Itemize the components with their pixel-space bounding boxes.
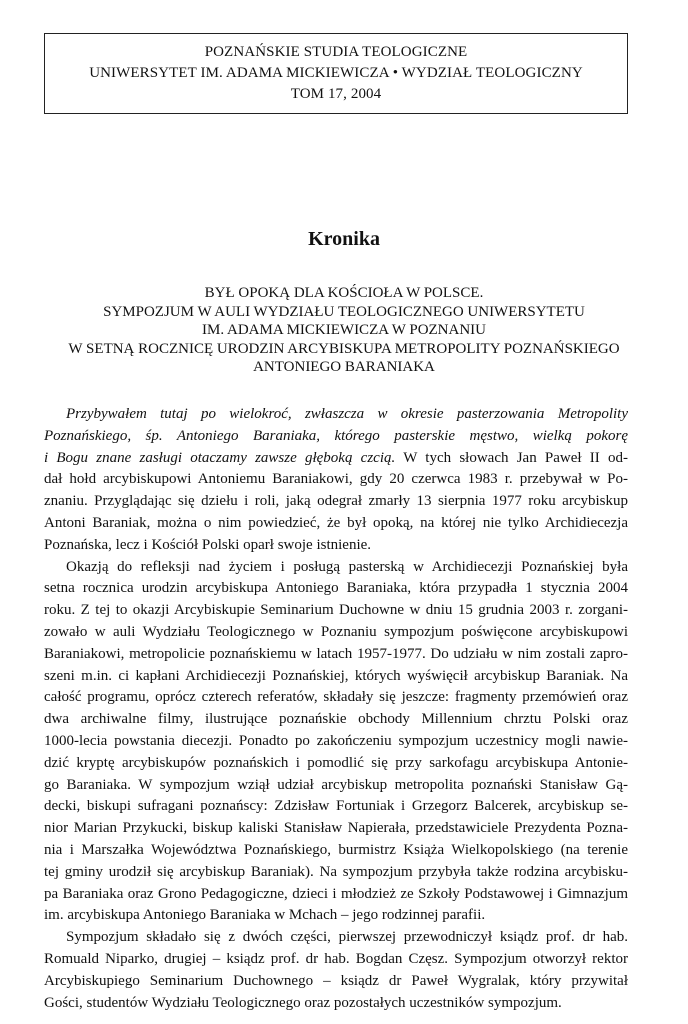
- quote-text: Przybywałem tutaj po wielokroć, zwłaszcza w okresie pasterzowania Metropolity: [66, 406, 628, 422]
- article-title-line: ANTONIEGO BARANIAKA: [253, 359, 435, 375]
- article-title-line: W SETNĄ ROCZNICĘ URODZIN ARCYBISKUPA METROPOLITY POZNAŃSKIEGO: [68, 340, 620, 357]
- text-line: [44, 404, 628, 426]
- body-text: dał hołd arcybiskupowi Antoniemu Baraniakowi, gdy 20 czerwca 1983 r. przebywał w Po-: [44, 471, 628, 488]
- text-line: [44, 796, 628, 818]
- text-line: [44, 905, 628, 927]
- body-text: Gości, studentów Wydziału Teologicznego oraz pozostałych uczestników sympozjum.: [44, 994, 562, 1011]
- text-line: [44, 687, 628, 709]
- body-text: szeni m.in. ci kapłani Archidiecezji Poznańskiej, których wyświęcił arcybiskup Baraniak. Na: [44, 667, 628, 684]
- text-line: [44, 513, 628, 535]
- text-line: [44, 753, 628, 775]
- body-text: 1000-lecia powstania diecezji. Ponadto po zakończeniu sympozjum uczestnicy mogli nawie-: [44, 732, 628, 749]
- paragraph: [44, 404, 628, 557]
- text-line: [44, 927, 628, 949]
- body-text: setna rocznica urodzin arcybiskupa Antoniego Baraniaka, która przypadła 1 stycznia 2004: [44, 580, 628, 597]
- paragraph: [44, 927, 628, 1014]
- body-text: nior Marian Przykucki, biskup kaliski Stanisław Napierała, przedstawiciele Prezydenta Pozna-: [44, 820, 628, 837]
- text-line: [44, 884, 628, 906]
- body-text: pa Baraniaka oraz Grono Pedagogiczne, dzieci i młodzież ze Szkoły Podstawowej i Gimnazjum: [44, 885, 628, 902]
- article-title-line: IM. ADAMA MICKIEWICZA W POZNANIU: [201, 322, 487, 338]
- body-text: W tych słowach Jan Paweł II od-: [395, 449, 629, 466]
- text-line: [44, 557, 628, 579]
- text-line: [44, 491, 628, 513]
- journal-name: POZNAŃSKIE STUDIA TEOLOGICZNE: [204, 44, 468, 60]
- body-text: im. arcybiskupa Antoniego Baraniaka w Mchach – jego rodzinnej parafii.: [44, 907, 486, 924]
- body-text: Romuald Niparko, drugiej – ksiądz prof. dr hab. Bogdan Częsz. Sympozjum otworzył rektor: [44, 950, 628, 967]
- body-text: znaniu. Przyglądając się dziełu i roli, jaką odegrał zmarły 13 sierpnia 1977 roku arcybiskup: [44, 493, 628, 510]
- body-text: tej gminy urodził się arcybiskup Baraniak). Na sympozjum przybyła także rodzina arcybisku-: [44, 863, 628, 880]
- body-text: Okazją do refleksji nad życiem i posługą pasterską w Archidiecezji Poznańskiej była: [66, 558, 628, 575]
- text-line: [44, 622, 628, 644]
- text-line: [44, 469, 628, 491]
- text-line: [44, 993, 628, 1015]
- text-line: [44, 578, 628, 600]
- quote-text: Poznańskiego, śp. Antoniego Baraniaka, którego pasterskie męstwo, wielką pokorę: [44, 427, 628, 444]
- body-text: Baraniakowi, metropolicie poznańskiemu w latach 1957-1977. Do udziału w nim zostali zapro-: [44, 645, 628, 662]
- body-text: dzić kryptę arcybiskupów poznańskich i pomodlić się przy sarkofagu arcybiskupa Antonie-: [44, 754, 628, 771]
- quote-text: i Bogu znane zasługi otaczamy zawsze głęboką czcią.: [44, 449, 396, 466]
- body-text: zowało w auli Wydziału Teologicznego w Poznaniu sympozjum poświęcone arcybiskupowi: [44, 623, 628, 640]
- journal-header-box: [44, 33, 628, 114]
- paragraph: [44, 557, 628, 928]
- text-line: [44, 731, 628, 753]
- body-text: całość programu, oprócz czterech referatów, składały się jeszcze: fragmenty przemówień oraz: [44, 689, 628, 706]
- text-line: [44, 535, 628, 557]
- body-text: dwa archiwalne filmy, ilustrujące poznańskie obchody Millennium chrztu Polski oraz: [44, 711, 628, 728]
- body-text: Antoni Baraniak, można o nim powiedzieć, że był opoką, na której nie tylko Archidiecezja: [44, 514, 628, 531]
- body-text: Poznańska, lecz i Kościół Polski oparł swoje istnienie.: [44, 536, 372, 553]
- body-text: go Baraniaka. W sympozjum wziął udział arcybiskup metropolita poznański Stanisław Gą-: [44, 776, 628, 793]
- body-text: Sympozjum składało się z dwóch części, pierwszej przewodniczył ksiądz prof. dr hab.: [66, 929, 628, 946]
- text-line: [44, 709, 628, 731]
- text-line: [44, 840, 628, 862]
- text-line: [44, 949, 628, 971]
- section-title: Kronika: [308, 228, 380, 250]
- text-line: [44, 666, 628, 688]
- body-text: roku. Z tej to okazji Arcybiskupie Seminarium Duchowne w dniu 15 grudnia 2003 r. zorgani-: [44, 602, 628, 619]
- body-text: decki, biskupi sufragani poznańscy: Zdzisław Fortuniak i Grzegorz Balcerek, arcybiskup se-: [44, 798, 628, 815]
- text-line: [44, 775, 628, 797]
- article-title: [30, 284, 658, 377]
- body-text: nia i Marszałka Województwa Poznańskiego, burmistrz Książa Wielkopolskiego (na terenie: [44, 841, 628, 858]
- text-line: [44, 426, 628, 448]
- body-text: Arcybiskupiego Seminarium Duchownego – ksiądz dr Paweł Wygralak, który przywitał: [44, 972, 628, 989]
- article-title-line: BYŁ OPOKĄ DLA KOŚCIOŁA W POLSCE.: [204, 285, 484, 301]
- article-body: [44, 404, 628, 1014]
- article-title-line: SYMPOZJUM W AULI WYDZIAŁU TEOLOGICZNEGO UNIWERSYTETU: [103, 303, 585, 320]
- text-line: [44, 971, 628, 993]
- text-line: [44, 862, 628, 884]
- text-line: [44, 818, 628, 840]
- text-line: [44, 600, 628, 622]
- volume-info: TOM 17, 2004: [290, 86, 382, 102]
- text-line: [44, 644, 628, 666]
- text-line: [44, 448, 628, 470]
- university-faculty: UNIWERSYTET IM. ADAMA MICKIEWICZA • WYDZIAŁ TEOLOGICZNY: [89, 65, 583, 81]
